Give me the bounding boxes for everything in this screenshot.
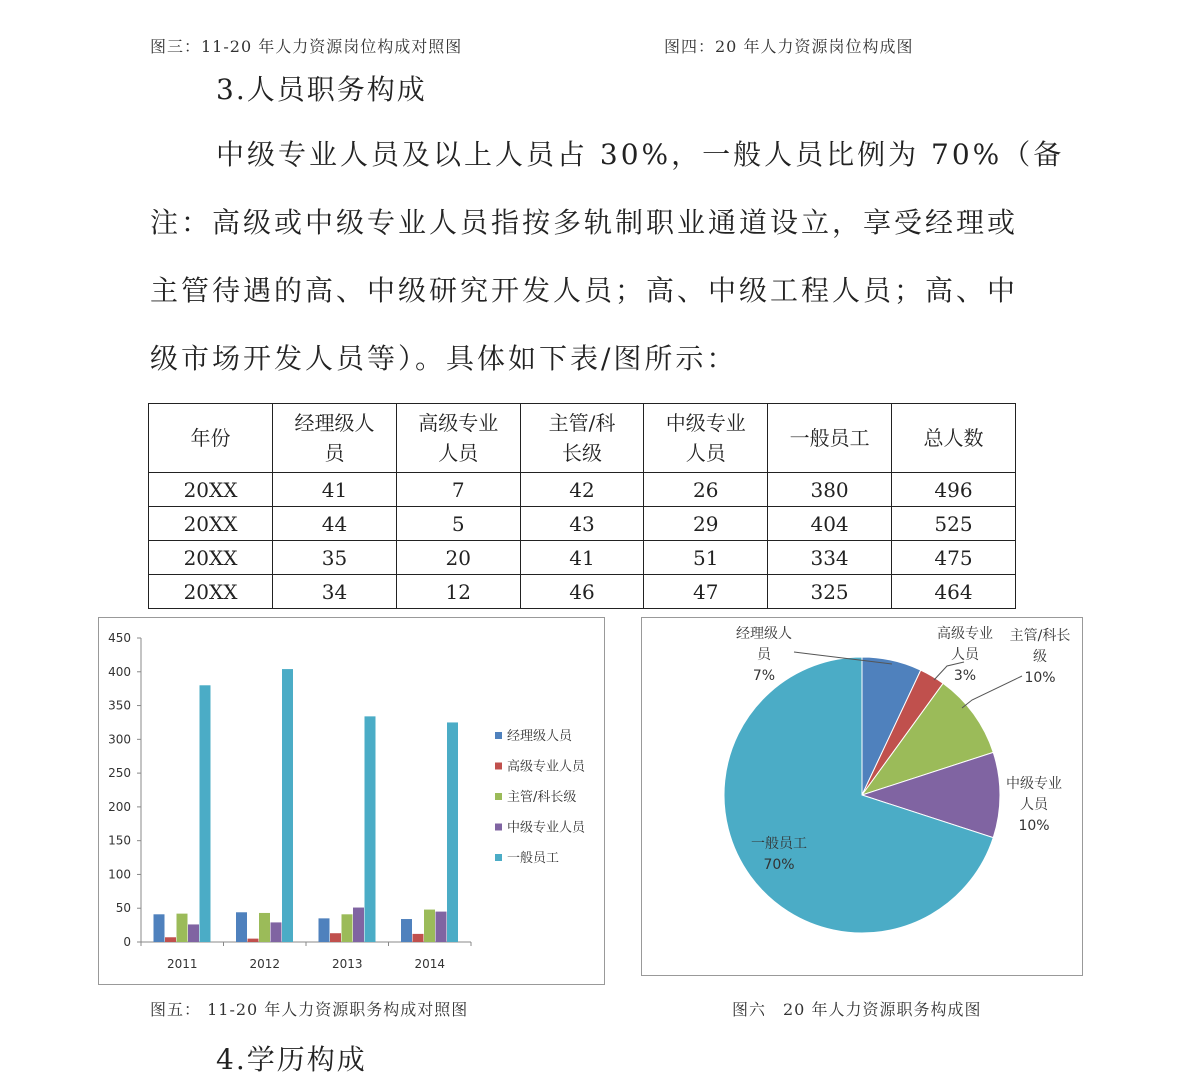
table-cell: 46 [520,575,644,609]
table-cell: 41 [520,541,644,575]
bar [236,912,247,942]
pie-percent-label: 7% [752,668,776,684]
pie-percent-label: 10% [1024,670,1056,686]
header-general-staff: 一般员工 [768,404,892,473]
y-tick-label: 350 [108,698,131,713]
legend-label: 一般员工 [507,851,560,866]
pie-label: 员 [757,647,771,663]
table-header-row [149,404,1016,473]
table-cell: 44 [273,507,397,541]
table-row [149,473,1016,507]
pie-chart-frame [641,617,1083,976]
table-cell: 34 [273,575,397,609]
bar [282,669,293,942]
legend-swatch [495,824,502,831]
legend-swatch [495,732,502,739]
table-cell: 35 [273,541,397,575]
legend-label: 高级专业人员 [507,759,586,775]
y-tick-label: 300 [108,732,131,747]
y-tick-label: 400 [108,664,131,679]
y-tick-label: 50 [115,901,131,916]
x-tick-label: 2013 [331,957,363,971]
legend-swatch [495,854,502,861]
table-cell: 20 [396,541,520,575]
table-cell: 20XX [149,507,273,541]
pie-label: 一般员工 [751,836,807,852]
table-cell: 496 [892,473,1016,507]
bar [365,716,376,942]
bar [330,933,341,942]
table-cell: 404 [768,507,892,541]
x-tick-label: 2014 [414,957,446,971]
bar [165,937,176,942]
bar-chart-frame [98,617,605,985]
figure-3-caption: 图三：11-20 年人力资源岗位构成对照图 [150,37,463,56]
figure-5-caption: 图五： 11-20 年人力资源职务构成对照图 [150,1000,469,1019]
bar [177,914,188,942]
legend-swatch [495,793,502,800]
pie-label: 人员 [1020,797,1048,813]
header-senior-professional: 高级专业 人员 [396,404,520,473]
header-mid-professional: 中级专业 人员 [644,404,768,473]
table-cell: 464 [892,575,1016,609]
staff-composition-table [148,403,1016,609]
legend-label: 主管/科长级 [507,790,577,805]
bar [401,919,412,942]
table-cell: 26 [644,473,768,507]
table-cell: 334 [768,541,892,575]
bar [200,685,211,942]
table-cell: 47 [644,575,768,609]
y-tick-label: 250 [108,766,131,781]
bar [413,934,424,942]
table-cell: 20XX [149,541,273,575]
header-supervisor: 主管/科 长级 [520,404,644,473]
bar [154,914,165,942]
table-cell: 525 [892,507,1016,541]
header-year: 年份 [149,404,273,473]
legend-swatch [495,763,502,770]
pie-label: 级 [1033,649,1047,665]
y-tick-label: 200 [108,799,131,814]
table-cell: 29 [644,507,768,541]
table-cell: 41 [273,473,397,507]
pie-chart [642,618,1082,975]
bar [447,722,458,942]
y-tick-label: 0 [123,935,131,949]
pie-label: 中级专业 [1006,776,1062,792]
bar-chart [99,618,604,984]
bar [424,910,435,942]
pie-label: 人员 [951,647,979,663]
y-tick-label: 450 [108,631,131,645]
y-tick-label: 100 [108,867,131,882]
figure-4-caption: 图四：20 年人力资源岗位构成图 [664,37,914,56]
figure-6-caption: 图六 20 年人力资源职务构成图 [732,1000,982,1019]
section-3-heading: 3.人员职务构成 [216,73,427,106]
bar [188,924,199,942]
legend-label: 经理级人员 [507,729,573,744]
bar [271,922,282,942]
table-cell: 42 [520,473,644,507]
section-4-heading: 4.学历构成 [216,1043,367,1076]
bar [248,939,259,942]
header-manager: 经理级人 员 [273,404,397,473]
table-cell: 380 [768,473,892,507]
header-total: 总人数 [892,404,1016,473]
pie-percent-label: 10% [1018,818,1050,834]
bar [353,908,364,942]
table-cell: 5 [396,507,520,541]
legend-label: 中级专业人员 [507,820,586,836]
pie-percent-label: 3% [953,668,977,684]
bar [259,913,270,942]
paragraph-line-3: 主管待遇的高、中级研究开发人员；高、中级工程人员；高、中 [150,274,1019,307]
pie-label: 经理级人 [736,626,792,642]
pie-percent-label: 70% [763,857,795,873]
table-cell: 51 [644,541,768,575]
table-cell: 475 [892,541,1016,575]
bar [436,912,447,942]
table-row [149,541,1016,575]
table-row [149,507,1016,541]
pie-label: 主管/科长 [1009,628,1071,644]
paragraph-line-4: 级市场开发人员等）。具体如下表/图所示： [150,342,738,375]
table-cell: 43 [520,507,644,541]
table-cell: 20XX [149,473,273,507]
paragraph-line-1: 中级专业人员及以上人员占 30%，一般人员比例为 70%（备 [216,138,1065,171]
table-cell: 12 [396,575,520,609]
table-cell: 7 [396,473,520,507]
pie-label: 高级专业 [937,626,993,642]
paragraph-line-2: 注：高级或中级专业人员指按多轨制职业通道设立，享受经理或 [150,206,1019,239]
x-tick-label: 2012 [249,957,281,971]
bar [342,914,353,942]
table-row [149,575,1016,609]
x-tick-label: 2011 [166,957,198,971]
table-cell: 20XX [149,575,273,609]
y-tick-label: 150 [108,833,131,848]
bar [319,918,330,942]
table-cell: 325 [768,575,892,609]
